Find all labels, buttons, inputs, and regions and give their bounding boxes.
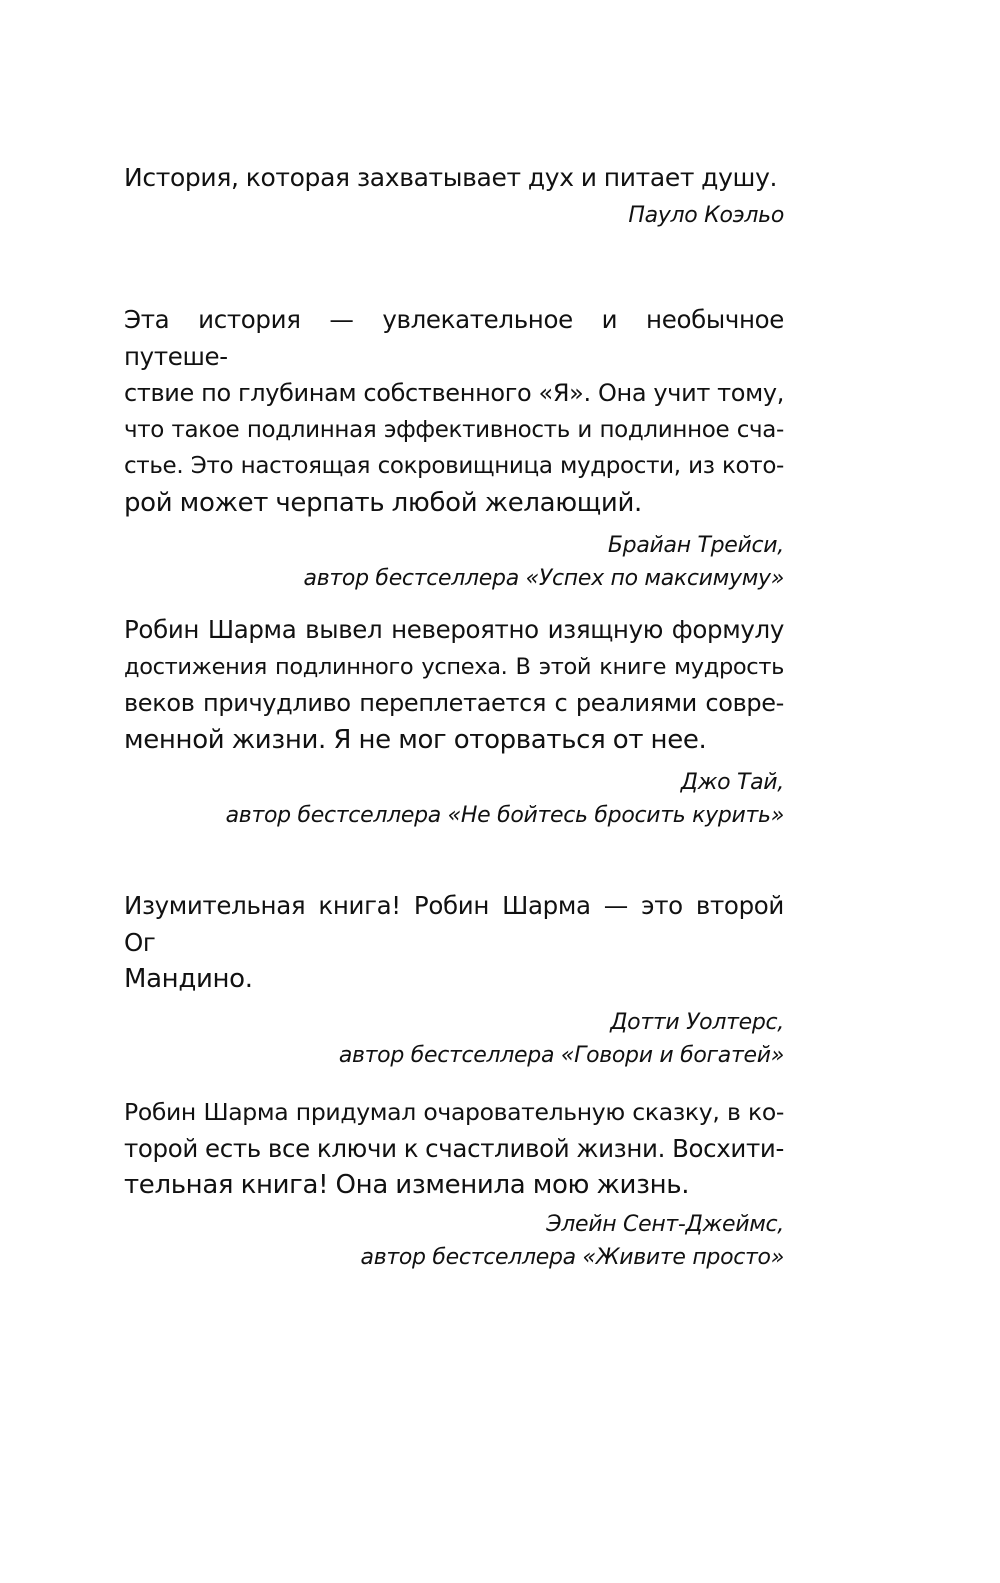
endorsement-walters: [124, 888, 784, 1072]
quote-line: Робин Шарма вывел невероятно изящную формулу: [124, 615, 784, 644]
quote-text: [124, 612, 784, 758]
quote-text: [124, 888, 784, 998]
endorsement-st-james: [124, 1094, 784, 1274]
quote-line: веков причудливо переплетается с реалиями совре-: [124, 689, 784, 717]
quote-line: Изумительная книга! Робин Шарма — это второй Ог: [124, 891, 784, 957]
endorsement-tye: [124, 612, 784, 832]
author-name: Пауло Коэльо: [628, 202, 784, 228]
author-credit: автор бестселлера «Говори и богатей»: [338, 1042, 784, 1068]
book-page: [124, 0, 784, 1583]
quote-line: Эта история — увлекательное и необычное путеше-: [124, 305, 784, 371]
quote-line: Робин Шарма придумал очаровательную сказку, в ко-: [124, 1098, 784, 1126]
quote-line: менной жизни. Я не мог оторваться от нее.: [124, 724, 707, 755]
quote-line: История, которая захватывает дух и питает душу.: [124, 163, 778, 192]
attribution: [124, 529, 784, 595]
attribution: [124, 199, 784, 232]
attribution: [124, 1208, 784, 1274]
author-name: Дотти Уолтерс,: [610, 1009, 784, 1035]
quote-line: стье. Это настоящая сокровищница мудрости, из кото-: [124, 453, 784, 479]
quote-line: тельная книга! Она изменила мою жизнь.: [124, 1170, 690, 1200]
author-credit: автор бестселлера «Не бойтесь бросить курить»: [225, 803, 784, 828]
quote-line: торой есть все ключи к счастливой жизни. Восхити-: [124, 1133, 784, 1163]
quote-line: что такое подлинная эффективность и подлинное сча-: [124, 416, 784, 443]
endorsement-coelho: [124, 160, 784, 232]
quote-text: [124, 302, 784, 521]
quote-line: Мандино.: [124, 964, 253, 994]
quote-text: [124, 1094, 784, 1204]
quote-line: достижения подлинного успеха. В этой книге мудрость: [124, 653, 784, 680]
quote-line: рой может черпать любой желающий.: [124, 487, 642, 518]
author-credit: автор бестселлера «Живите просто»: [360, 1244, 784, 1270]
author-credit: автор бестселлера «Успех по максимуму»: [303, 566, 784, 591]
endorsement-tracy: [124, 302, 784, 595]
attribution: [124, 766, 784, 832]
attribution: [124, 1006, 784, 1072]
author-name: Элейн Сент-Джеймс,: [546, 1211, 784, 1237]
quote-line: ствие по глубинам собственного «Я». Она учит тому,: [124, 379, 784, 407]
quote-text: [124, 160, 784, 197]
author-name: Брайан Трейси,: [607, 533, 784, 558]
author-name: Джо Тай,: [680, 770, 784, 795]
